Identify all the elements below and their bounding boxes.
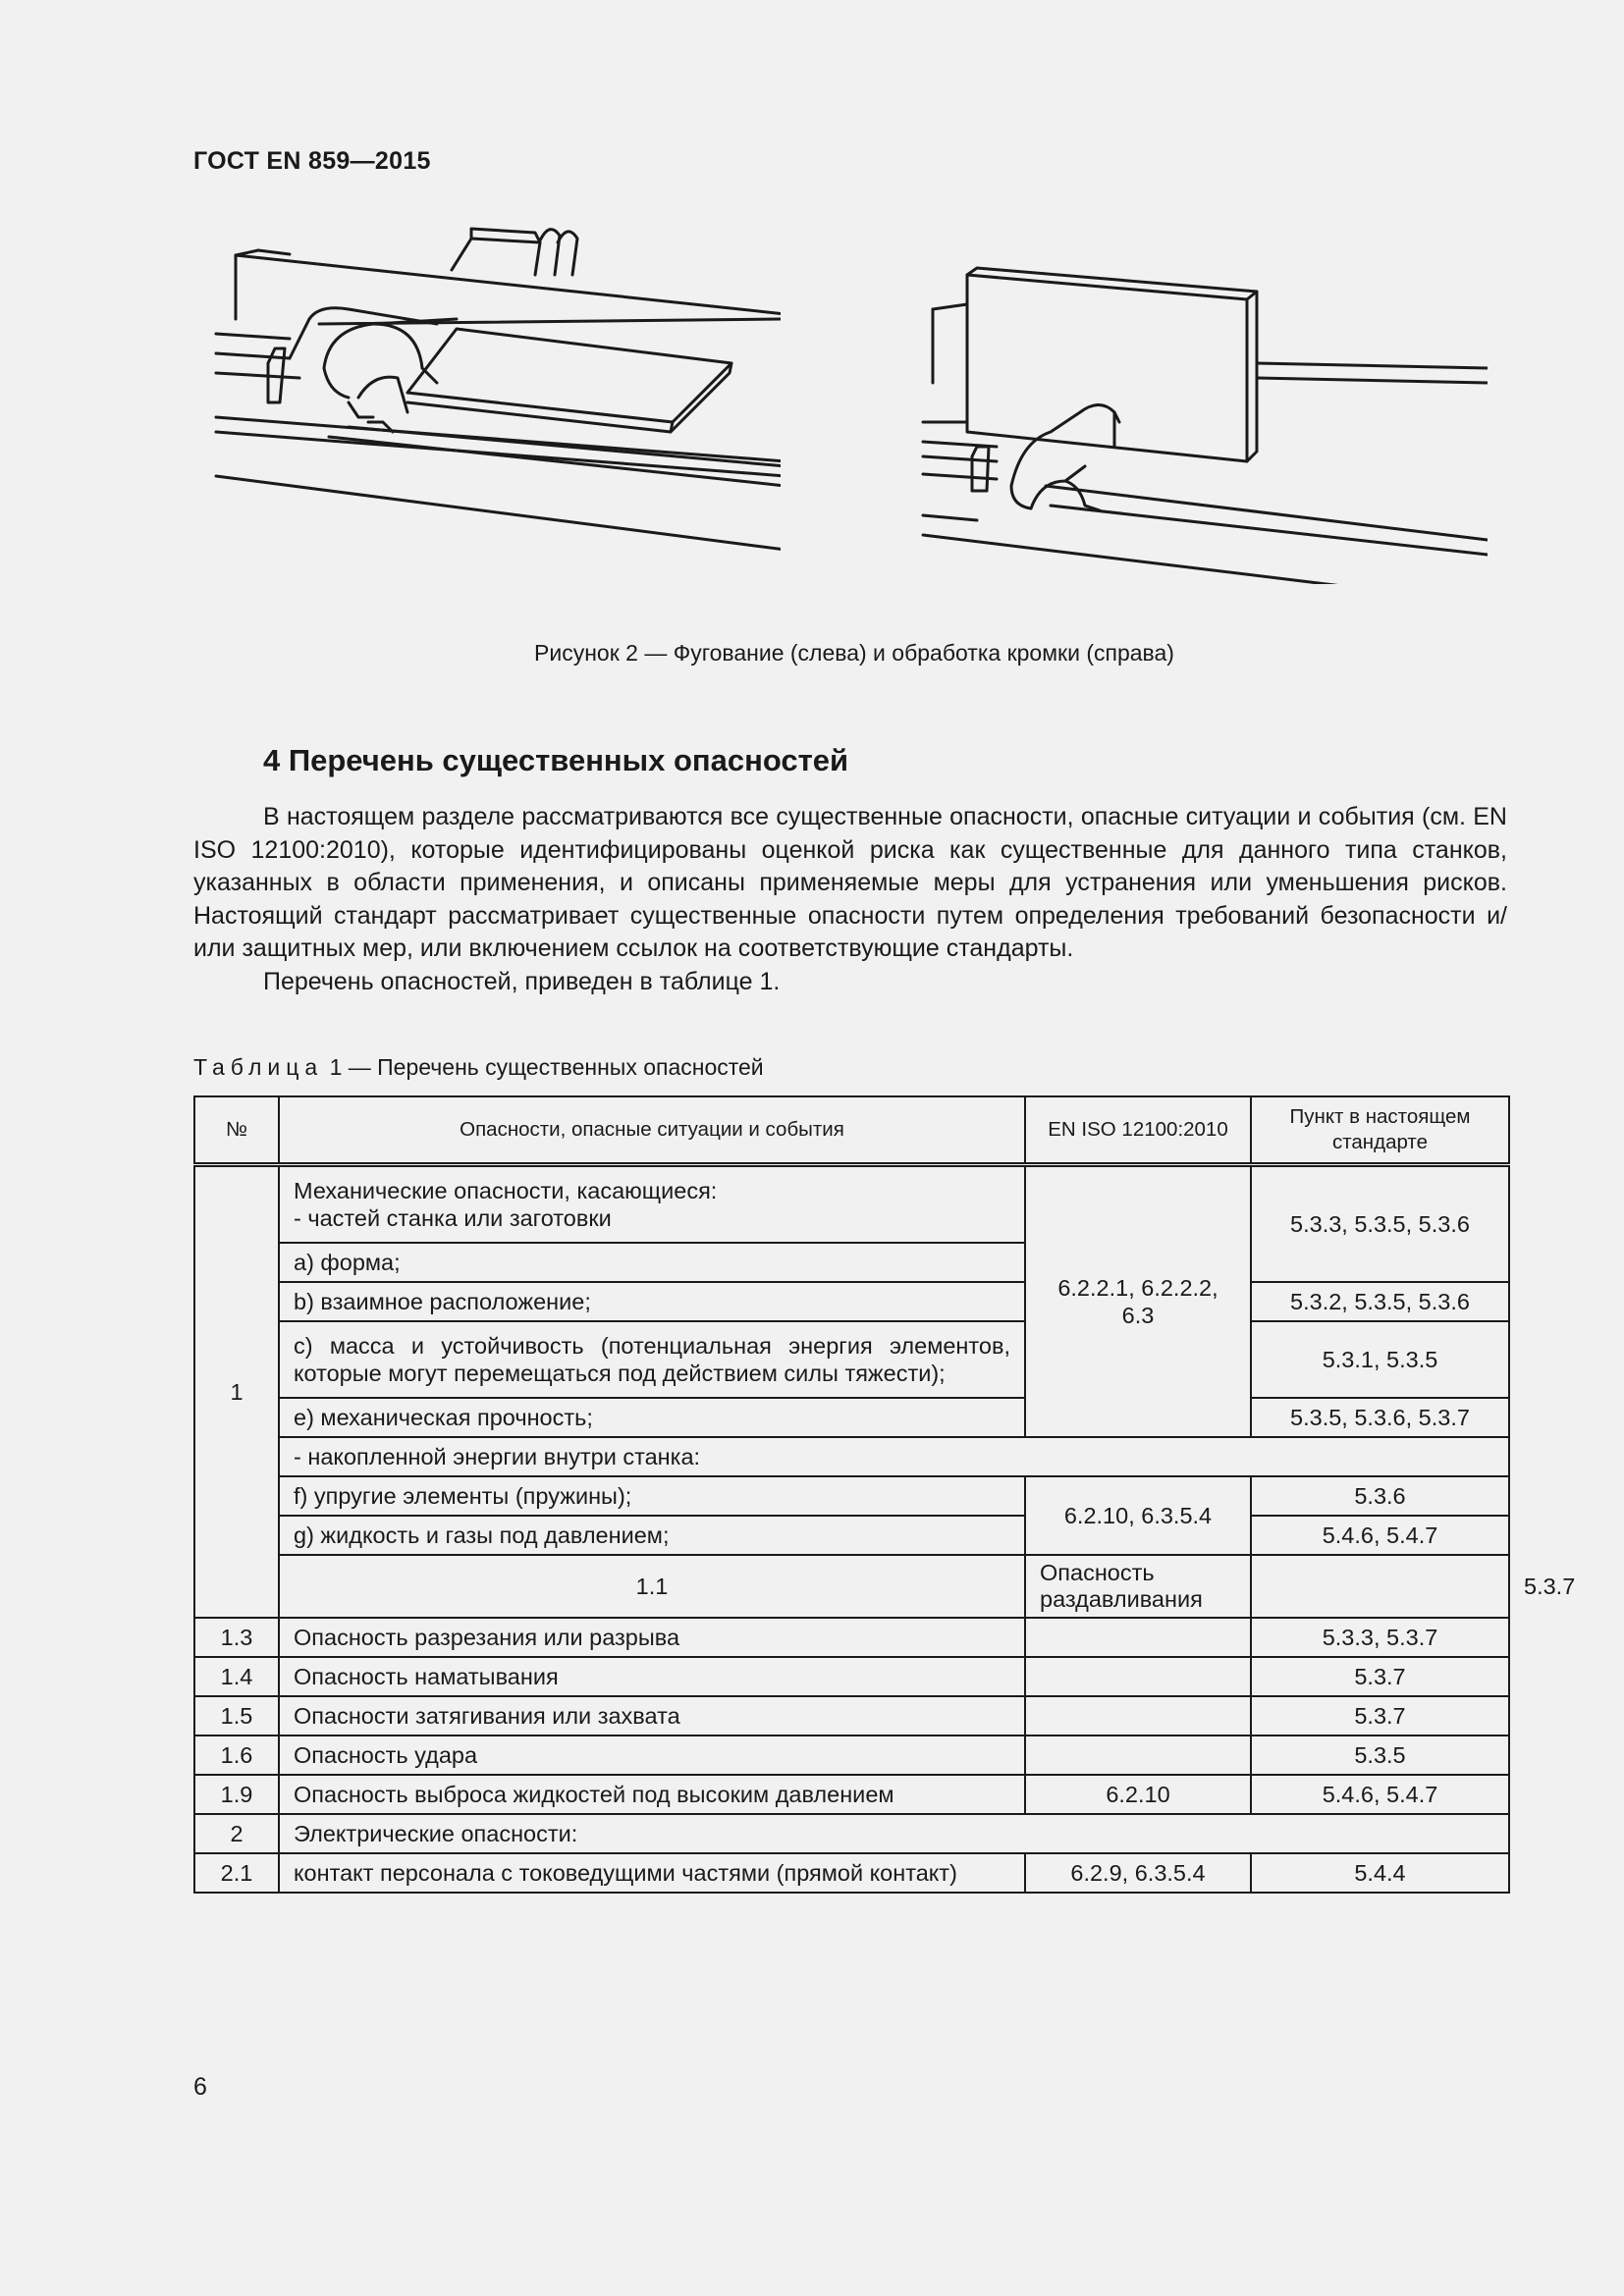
cell-hazard: c) масса и устойчивость (потенциальная энергия элементов, которые могут перемещаться под действием силы тяжести); <box>279 1321 1025 1398</box>
cell-iso: 6.2.2.1, 6.2.2.2, 6.3 <box>1025 1165 1251 1438</box>
header-num: № <box>194 1096 279 1165</box>
cell-clause: 5.4.4 <box>1251 1853 1509 1893</box>
cell-clause: 5.3.7 <box>1251 1657 1509 1696</box>
table-row <box>194 1814 1509 1853</box>
cell-iso: 6.2.10 <box>1025 1775 1251 1814</box>
cell-hazard: - накопленной энергии внутри станка: <box>279 1437 1509 1476</box>
cell-hazard: e) механическая прочность; <box>279 1398 1025 1437</box>
table-row <box>194 1165 1509 1244</box>
edge-processing-illustration <box>918 211 1488 584</box>
cell-clause: 5.3.1, 5.3.5 <box>1251 1321 1509 1398</box>
cell-iso <box>1251 1555 1509 1618</box>
jointing-illustration <box>211 211 781 564</box>
table-row <box>194 1657 1509 1696</box>
paragraph: В настоящем разделе рассматриваются все существенные опасности, опасные ситуации и события (см. EN ISO 12100:2010), которые идентифицированы оценкой риска как существенные для данного типа станков, указанных в области применения, и описаны применяемые меры для устранения или уменьшения рисков. Настоящий стандарт рассматривает существенные опасности путем определения требований безопасности и/или защитных мер, или включением ссылок на соответствующие стандарты. <box>193 803 1507 962</box>
cell-clause: 5.3.7 <box>1251 1696 1509 1735</box>
figure-2 <box>196 211 1512 623</box>
table-row <box>194 1853 1509 1893</box>
cell-hazard: Электрические опасности: <box>279 1814 1509 1853</box>
cell-clause: 5.3.2, 5.3.5, 5.3.6 <box>1251 1282 1509 1321</box>
cell-hazard: f) упругие элементы (пружины); <box>279 1476 1025 1516</box>
table-row <box>194 1618 1509 1657</box>
cell-iso <box>1025 1735 1251 1775</box>
cell-num: 1.5 <box>194 1696 279 1735</box>
table-row: 1.1 Опасность раздавливания 5.3.7 <box>194 1555 1509 1618</box>
table-caption-word: Таблица <box>193 1054 324 1080</box>
cell-hazard: Опасность наматывания <box>279 1657 1025 1696</box>
cell-hazard: a) форма; <box>279 1243 1025 1282</box>
header-iso: EN ISO 12100:2010 <box>1025 1096 1251 1165</box>
cell-clause: 5.4.6, 5.4.7 <box>1251 1516 1509 1555</box>
cell-iso: 6.2.10, 6.3.5.4 <box>1025 1476 1251 1555</box>
cell-clause: 5.3.5 <box>1251 1735 1509 1775</box>
table-row <box>194 1321 1509 1398</box>
cell-num: 2 <box>194 1814 279 1853</box>
cell-num: 1.3 <box>194 1618 279 1657</box>
table-row <box>194 1735 1509 1775</box>
cell-hazard <box>279 1165 1025 1244</box>
cell-hazard: Опасность выброса жидкостей под высоким давлением <box>279 1775 1025 1814</box>
cell-iso <box>1025 1696 1251 1735</box>
table-row <box>194 1516 1509 1555</box>
header-clause: Пункт в настоящем стандарте <box>1251 1096 1509 1165</box>
cell-clause: 5.3.3, 5.3.5, 5.3.6 <box>1251 1165 1509 1283</box>
cell-iso: 6.2.9, 6.3.5.4 <box>1025 1853 1251 1893</box>
cell-iso <box>1025 1618 1251 1657</box>
section-body <box>193 801 1507 998</box>
cell-num: 1.1 <box>279 1555 1025 1618</box>
cell-clause: 5.3.5, 5.3.6, 5.3.7 <box>1251 1398 1509 1437</box>
cell-hazard: Опасности затягивания или захвата <box>279 1696 1025 1735</box>
hazard-intro-sub: - частей станка или заготовки <box>294 1205 612 1231</box>
cell-num: 1.9 <box>194 1775 279 1814</box>
table-caption <box>193 1054 764 1081</box>
cell-hazard: Опасность удара <box>279 1735 1025 1775</box>
section-title: 4 Перечень существенных опасностей <box>263 743 849 777</box>
cell-hazard: Опасность раздавливания <box>1025 1555 1251 1618</box>
table-row <box>194 1775 1509 1814</box>
page-number: 6 <box>193 2073 207 2101</box>
header-hazards: Опасности, опасные ситуации и события <box>279 1096 1025 1165</box>
cell-iso <box>1025 1657 1251 1696</box>
paragraph: Перечень опасностей, приведен в таблице 1. <box>263 967 781 995</box>
cell-clause: 5.4.6, 5.4.7 <box>1251 1775 1509 1814</box>
figure-caption: Рисунок 2 — Фугование (слева) и обработка кромки (справа) <box>534 640 1174 666</box>
cell-clause: 5.3.6 <box>1251 1476 1509 1516</box>
cell-num: 1.6 <box>194 1735 279 1775</box>
table-row <box>194 1398 1509 1437</box>
table-row <box>194 1696 1509 1735</box>
table-header-row <box>194 1096 1509 1165</box>
hazard-intro: Механические опасности, касающиеся: <box>294 1178 718 1203</box>
document-header: ГОСТ EN 859—2015 <box>193 147 431 175</box>
cell-clause: 5.3.3, 5.3.7 <box>1251 1618 1509 1657</box>
hazards-table <box>193 1095 1576 1894</box>
table-row <box>194 1437 1509 1476</box>
cell-num: 1.4 <box>194 1657 279 1696</box>
cell-hazard: контакт персонала с токоведущими частями (прямой контакт) <box>279 1853 1025 1893</box>
table-row <box>194 1282 1509 1321</box>
table-caption-text: 1 — Перечень существенных опасностей <box>329 1054 764 1080</box>
cell-hazard: Опасность разрезания или разрыва <box>279 1618 1025 1657</box>
cell-hazard: g) жидкость и газы под давлением; <box>279 1516 1025 1555</box>
table-row <box>194 1476 1509 1516</box>
cell-num: 2.1 <box>194 1853 279 1893</box>
cell-hazard: b) взаимное расположение; <box>279 1282 1025 1321</box>
cell-num: 1 <box>194 1165 279 1619</box>
